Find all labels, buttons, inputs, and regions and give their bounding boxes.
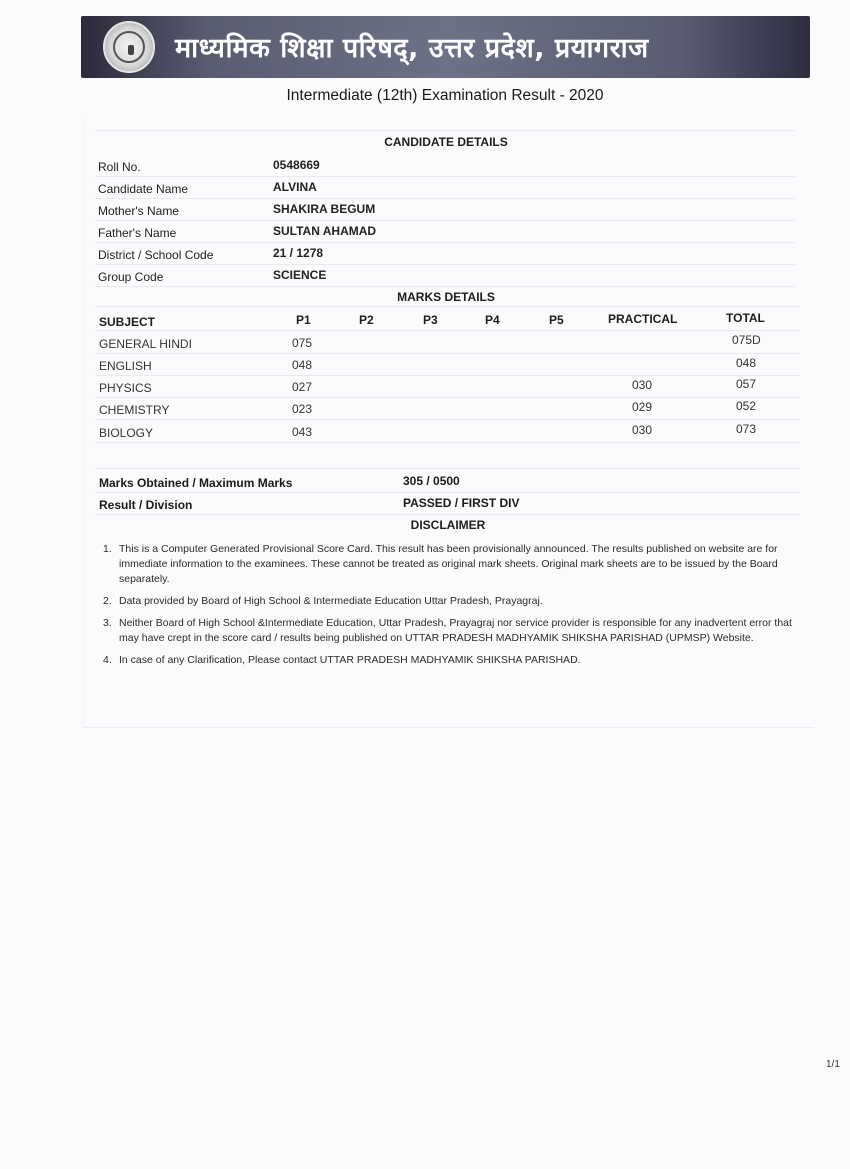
divider <box>95 198 795 199</box>
divider <box>95 242 795 243</box>
divider <box>95 130 795 131</box>
column-header: P1 <box>296 313 311 327</box>
roll-number: 0548669 <box>273 158 320 172</box>
subject-cell: BIOLOGY <box>99 426 154 440</box>
divider <box>95 375 800 376</box>
marks-obtained-label: Marks Obtained / Maximum Marks <box>99 476 293 490</box>
disclaimer-list <box>100 542 794 675</box>
divider <box>95 397 800 398</box>
exam-title: Intermediate (12th) Examination Result - 2020 <box>286 87 604 104</box>
p1-cell: 027 <box>292 380 313 394</box>
divider <box>95 419 800 420</box>
total-cell: 057 <box>736 377 757 391</box>
candidate-section-title: CANDIDATE DETAILS <box>384 135 508 149</box>
p1-cell: 043 <box>292 425 313 439</box>
column-header: P4 <box>485 313 500 327</box>
divider <box>95 306 800 307</box>
p1-cell: 023 <box>292 402 313 416</box>
practical-cell: 030 <box>632 378 653 392</box>
father-name: SULTAN AHAMAD <box>273 224 377 238</box>
column-header: PRACTICAL <box>608 312 678 326</box>
divider <box>95 353 800 354</box>
field-label: District / School Code <box>98 248 214 262</box>
divider <box>95 442 800 443</box>
upmsp-seal-icon <box>103 21 155 73</box>
result-value: PASSED / FIRST DIV <box>403 496 520 510</box>
field-label: Mother's Name <box>98 204 179 218</box>
result-label: Result / Division <box>99 498 193 512</box>
page-number: 1/1 <box>826 1059 840 1070</box>
mother-name: SHAKIRA BEGUM <box>273 202 376 216</box>
field-label: Father's Name <box>98 226 177 240</box>
subject-cell: ENGLISH <box>99 359 152 373</box>
list-item: 3. Neither Board of High School &Intermediate Education, Uttar Pradesh, Prayagraj nor service provider is responsible for any inadvertent error that may have crept in the score card / results being published on UTTAR PRADESH MADHYAMIK SHIKSHA PARISHAD (UPMSP) Website. <box>103 617 792 644</box>
board-banner <box>81 16 810 78</box>
column-header: TOTAL <box>726 311 765 325</box>
field-label: Roll No. <box>98 160 141 174</box>
district-school-code: 21 / 1278 <box>273 246 324 260</box>
divider <box>95 286 795 287</box>
subject-cell: CHEMISTRY <box>99 403 170 417</box>
field-label: Group Code <box>98 270 164 284</box>
subject-cell: PHYSICS <box>99 381 152 395</box>
marks-obtained-value: 305 / 0500 <box>403 474 460 488</box>
divider <box>95 220 795 221</box>
practical-cell: 029 <box>632 400 653 414</box>
list-item: 4. In case of any Clarification, Please contact UTTAR PRADESH MADHYAMIK SHIKSHA PARISHAD. <box>103 654 581 666</box>
subject-cell: GENERAL HINDI <box>99 337 192 351</box>
total-cell: 048 <box>736 356 757 370</box>
practical-cell: 030 <box>632 423 653 437</box>
column-header: SUBJECT <box>99 315 156 329</box>
group-code: SCIENCE <box>273 268 327 282</box>
total-cell: 052 <box>736 399 757 413</box>
p1-cell: 075 <box>292 336 313 350</box>
divider <box>95 492 800 493</box>
list-item: 1. This is a Computer Generated Provisional Score Card. This result has been provisionally announced. The results published on website are for immediate information to the examinees. These cannot be treated as original mark sheets. Original mark sheets are to be issued by the Board separately. <box>103 543 778 585</box>
board-title: माध्यमिक शिक्षा परिषद्, उत्तर प्रदेश, प्रयागराज <box>175 33 649 64</box>
field-label: Candidate Name <box>98 182 189 196</box>
divider <box>95 264 795 265</box>
total-cell: 073 <box>736 422 757 436</box>
list-item: 2. Data provided by Board of High School & Intermediate Education Uttar Pradesh, Prayagraj. <box>103 595 543 607</box>
divider <box>95 514 800 515</box>
column-header: P2 <box>359 313 374 327</box>
divider <box>95 468 800 469</box>
total-cell: 075D <box>732 333 761 347</box>
marks-section-title: MARKS DETAILS <box>397 290 495 304</box>
divider <box>95 330 800 331</box>
disclaimer-title: DISCLAIMER <box>410 518 486 532</box>
candidate-name: ALVINA <box>273 180 317 194</box>
divider <box>95 176 795 177</box>
column-header: P5 <box>549 313 564 327</box>
p1-cell: 048 <box>292 358 313 372</box>
column-header: P3 <box>423 313 438 327</box>
